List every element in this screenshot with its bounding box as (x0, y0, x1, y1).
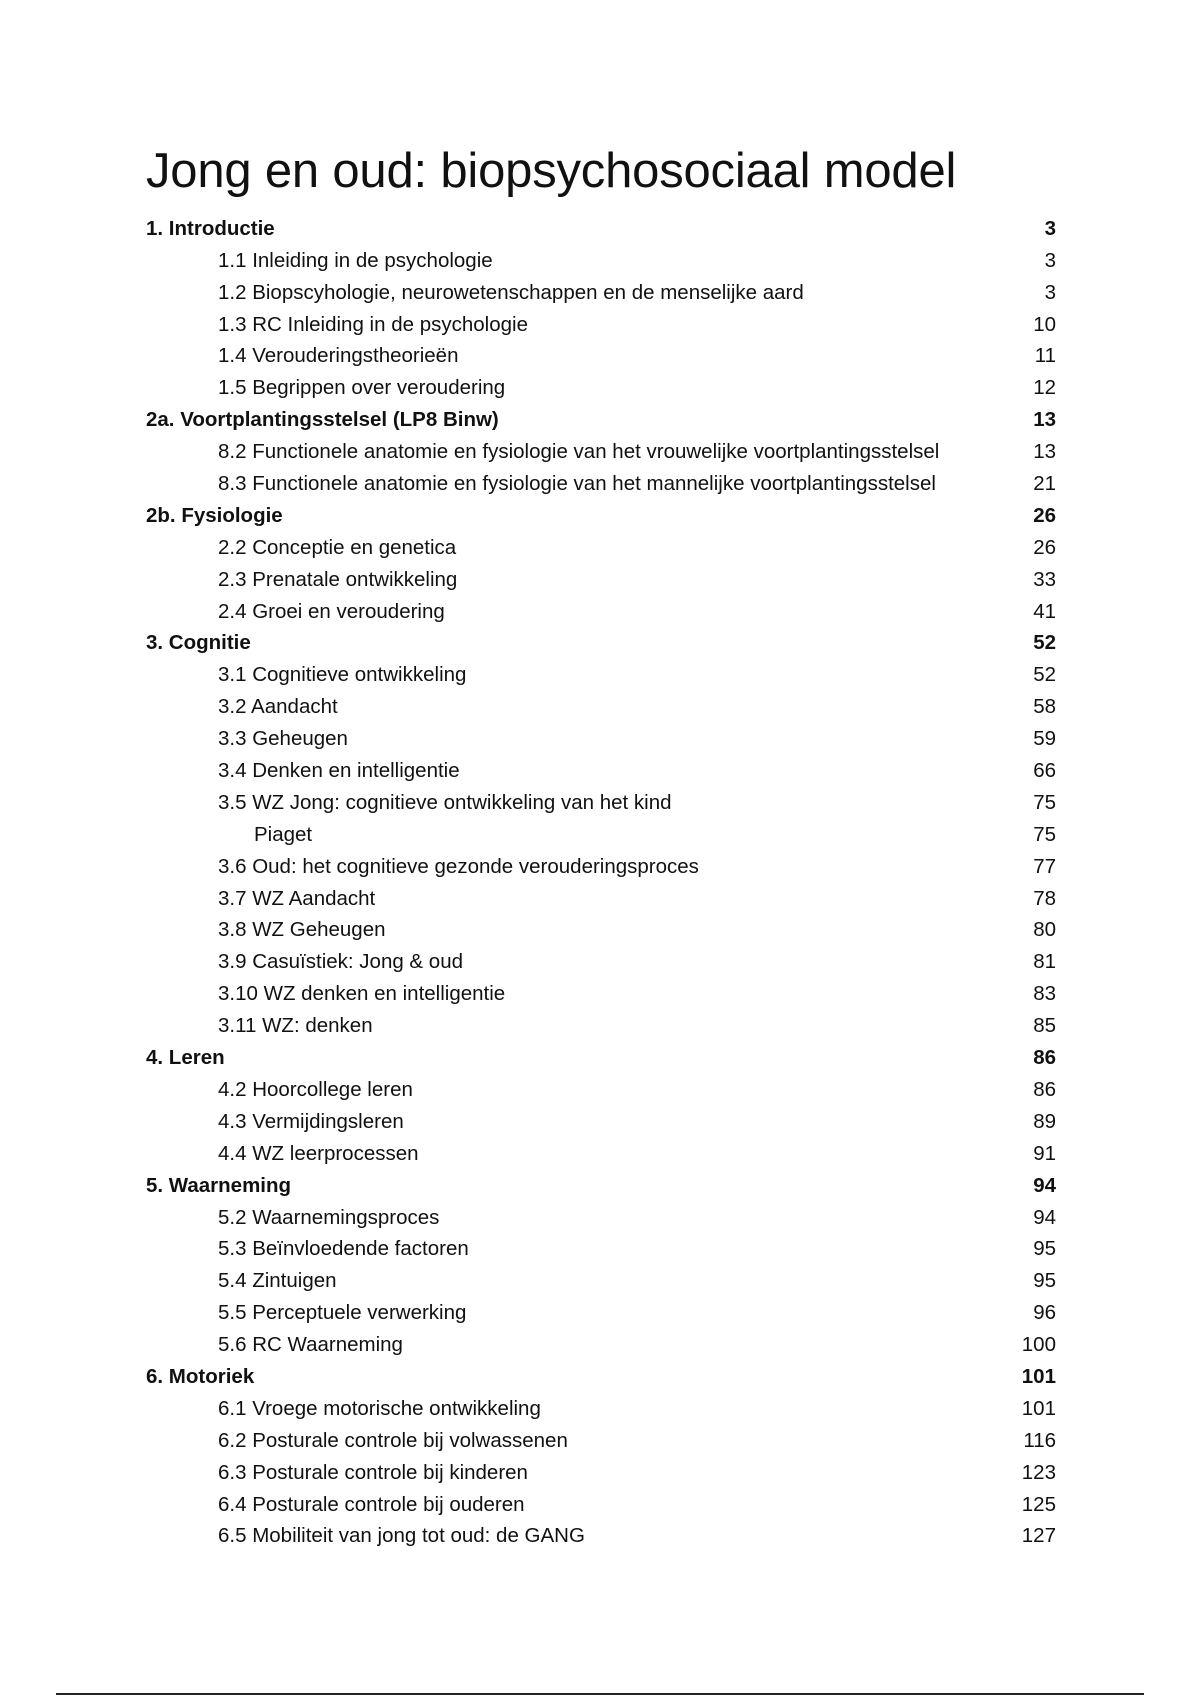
toc-entry-label: 8.3 Functionele anatomie en fysiologie van het mannelijke voortplantingsstelsel (218, 472, 936, 496)
toc-entry-page-number: 13 (1033, 440, 1056, 464)
toc-entry-label: 3.3 Geheugen (218, 727, 348, 751)
toc-entry-page-number: 100 (1021, 1333, 1056, 1357)
toc-entry-label: 3.4 Denken en intelligentie (218, 759, 460, 783)
toc-entry-page-number: 86 (1033, 1077, 1056, 1101)
table-of-contents (146, 213, 1056, 1552)
toc-entry-page-number: 81 (1033, 950, 1056, 974)
toc-entry-label: Piaget (254, 822, 313, 846)
toc-entry-label: 2.2 Conceptie en genetica (218, 535, 457, 559)
toc-entry-page-number: 52 (1033, 631, 1056, 655)
toc-subsection-entry[interactable] (146, 1425, 1056, 1457)
toc-entry-label: 3.2 Aandacht (218, 695, 338, 719)
toc-subsection-entry[interactable] (146, 1202, 1056, 1234)
toc-entry-label: 1.5 Begrippen over veroudering (218, 376, 506, 400)
toc-subsection-entry[interactable] (146, 1489, 1056, 1521)
toc-entry-page-number: 26 (1033, 535, 1056, 559)
toc-entry-page-number: 75 (1033, 790, 1056, 814)
toc-entry-page-number: 33 (1033, 567, 1056, 591)
footer-divider (56, 1693, 1144, 1695)
toc-section-entry[interactable] (146, 1361, 1056, 1393)
toc-entry-page-number: 83 (1033, 982, 1056, 1006)
toc-entry-label: 1.2 Biopscyhologie, neurowetenschappen en de menselijke aard (218, 280, 804, 304)
toc-subsection-entry[interactable] (146, 755, 1056, 787)
toc-entry-label: 5. Waarneming (146, 1173, 292, 1197)
toc-entry-label: 2.3 Prenatale ontwikkeling (218, 567, 458, 591)
toc-entry-label: 2b. Fysiologie (146, 503, 283, 527)
toc-entry-page-number: 101 (1021, 1396, 1056, 1420)
toc-entry-page-number: 3 (1044, 216, 1056, 240)
toc-entry-label: 2a. Voortplantingsstelsel (LP8 Binw) (146, 408, 499, 432)
toc-entry-label: 3.11 WZ: denken (218, 1014, 373, 1038)
toc-subsection-entry[interactable] (146, 819, 1056, 851)
toc-subsection-entry[interactable] (146, 1393, 1056, 1425)
toc-section-entry[interactable] (146, 1170, 1056, 1202)
toc-subsection-entry[interactable] (146, 1138, 1056, 1170)
toc-subsection-entry[interactable] (146, 532, 1056, 564)
toc-entry-page-number: 41 (1033, 599, 1056, 623)
toc-section-entry[interactable] (146, 1042, 1056, 1074)
document-page (146, 145, 1056, 1552)
toc-entry-label: 5.6 RC Waarneming (218, 1333, 403, 1357)
toc-section-entry[interactable] (146, 213, 1056, 245)
toc-section-entry[interactable] (146, 500, 1056, 532)
toc-subsection-entry[interactable] (146, 1106, 1056, 1138)
document-title: Jong en oud: biopsychosociaal model (146, 144, 957, 198)
toc-subsection-entry[interactable] (146, 1457, 1056, 1489)
toc-subsection-entry[interactable] (146, 596, 1056, 628)
toc-subsection-entry[interactable] (146, 245, 1056, 277)
toc-subsection-entry[interactable] (146, 1010, 1056, 1042)
toc-subsection-entry[interactable] (146, 914, 1056, 946)
toc-entry-page-number: 123 (1021, 1460, 1056, 1484)
toc-entry-page-number: 101 (1021, 1364, 1056, 1388)
toc-subsection-entry[interactable] (146, 309, 1056, 341)
toc-entry-label: 6.4 Posturale controle bij ouderen (218, 1492, 525, 1516)
toc-entry-label: 6. Motoriek (146, 1364, 255, 1388)
toc-entry-label: 3.5 WZ Jong: cognitieve ontwikkeling van het kind (218, 790, 672, 814)
toc-entry-page-number: 21 (1033, 472, 1056, 496)
toc-entry-label: 3. Cognitie (146, 631, 251, 655)
toc-entry-page-number: 58 (1033, 695, 1056, 719)
toc-entry-page-number: 116 (1023, 1428, 1056, 1452)
toc-entry-page-number: 89 (1033, 1109, 1056, 1133)
toc-entry-label: 5.5 Perceptuele verwerking (218, 1301, 467, 1325)
toc-entry-page-number: 10 (1033, 312, 1056, 336)
toc-entry-label: 1.3 RC Inleiding in de psychologie (218, 312, 528, 336)
toc-entry-page-number: 85 (1033, 1014, 1056, 1038)
toc-subsection-entry[interactable] (146, 436, 1056, 468)
toc-subsection-entry[interactable] (146, 340, 1056, 372)
toc-entry-label: 1.4 Verouderingstheorieën (218, 344, 459, 368)
toc-entry-label: 1.1 Inleiding in de psychologie (218, 248, 493, 272)
toc-subsection-entry[interactable] (146, 978, 1056, 1010)
toc-entry-page-number: 86 (1033, 1046, 1056, 1070)
toc-entry-page-number: 26 (1033, 503, 1056, 527)
toc-entry-label: 4.4 WZ leerprocessen (218, 1141, 419, 1165)
toc-entry-label: 3.6 Oud: het cognitieve gezonde verouderingsproces (218, 854, 699, 878)
toc-entry-page-number: 125 (1021, 1492, 1056, 1516)
toc-entry-label: 8.2 Functionele anatomie en fysiologie van het vrouwelijke voortplantingsstelsel (218, 440, 940, 464)
toc-entry-page-number: 95 (1033, 1237, 1056, 1261)
toc-subsection-entry[interactable] (146, 787, 1056, 819)
toc-subsection-entry[interactable] (146, 883, 1056, 915)
toc-subsection-entry[interactable] (146, 723, 1056, 755)
toc-entry-page-number: 52 (1033, 663, 1056, 687)
toc-entry-label: 6.3 Posturale controle bij kinderen (218, 1460, 528, 1484)
toc-entry-page-number: 80 (1033, 918, 1056, 942)
toc-entry-page-number: 127 (1021, 1524, 1056, 1548)
toc-entry-label: 3.10 WZ denken en intelligentie (218, 982, 506, 1006)
toc-entry-page-number: 3 (1044, 280, 1056, 304)
toc-section-entry[interactable] (146, 404, 1056, 436)
toc-entry-page-number: 95 (1033, 1269, 1056, 1293)
toc-entry-label: 6.5 Mobiliteit van jong tot oud: de GANG (218, 1524, 585, 1548)
toc-entry-page-number: 91 (1033, 1141, 1056, 1165)
toc-subsection-entry[interactable] (146, 946, 1056, 978)
toc-entry-page-number: 94 (1033, 1173, 1056, 1197)
toc-section-entry[interactable] (146, 627, 1056, 659)
toc-entry-label: 3.8 WZ Geheugen (218, 918, 386, 942)
toc-entry-label: 5.2 Waarnemingsproces (218, 1205, 440, 1229)
toc-entry-label: 3.7 WZ Aandacht (218, 886, 376, 910)
toc-subsection-entry[interactable] (146, 1297, 1056, 1329)
toc-entry-label: 3.1 Cognitieve ontwikkeling (218, 663, 467, 687)
toc-entry-label: 1. Introductie (146, 216, 275, 240)
toc-entry-label: 4.3 Vermijdingsleren (218, 1109, 404, 1133)
toc-entry-label: 6.1 Vroege motorische ontwikkeling (218, 1396, 541, 1420)
toc-subsection-entry[interactable] (146, 277, 1056, 309)
toc-entry-page-number: 77 (1033, 854, 1056, 878)
toc-entry-page-number: 94 (1033, 1205, 1056, 1229)
toc-subsection-entry[interactable] (146, 468, 1056, 500)
toc-entry-page-number: 75 (1033, 822, 1056, 846)
toc-subsection-entry[interactable] (146, 1520, 1056, 1552)
toc-entry-page-number: 12 (1033, 376, 1056, 400)
toc-entry-label: 2.4 Groei en veroudering (218, 599, 445, 623)
toc-entry-label: 6.2 Posturale controle bij volwassenen (218, 1428, 568, 1452)
toc-entry-label: 4.2 Hoorcollege leren (218, 1077, 413, 1101)
toc-subsection-entry[interactable] (146, 851, 1056, 883)
toc-entry-label: 4. Leren (146, 1046, 225, 1070)
toc-subsection-entry[interactable] (146, 372, 1056, 404)
toc-subsection-entry[interactable] (146, 659, 1056, 691)
toc-entry-label: 5.3 Beïnvloedende factoren (218, 1237, 469, 1261)
toc-entry-page-number: 11 (1034, 344, 1056, 368)
toc-entry-page-number: 66 (1033, 759, 1056, 783)
toc-subsection-entry[interactable] (146, 691, 1056, 723)
toc-entry-label: 3.9 Casuïstiek: Jong & oud (218, 950, 464, 974)
toc-entry-page-number: 59 (1033, 727, 1056, 751)
toc-entry-page-number: 78 (1033, 886, 1056, 910)
toc-entry-page-number: 96 (1033, 1301, 1056, 1325)
toc-entry-page-number: 13 (1033, 408, 1056, 432)
toc-subsection-entry[interactable] (146, 1074, 1056, 1106)
toc-subsection-entry[interactable] (146, 1265, 1056, 1297)
toc-subsection-entry[interactable] (146, 564, 1056, 596)
toc-subsection-entry[interactable] (146, 1329, 1056, 1361)
toc-entry-label: 5.4 Zintuigen (218, 1269, 337, 1293)
toc-entry-page-number: 3 (1044, 248, 1056, 272)
toc-subsection-entry[interactable] (146, 1233, 1056, 1265)
